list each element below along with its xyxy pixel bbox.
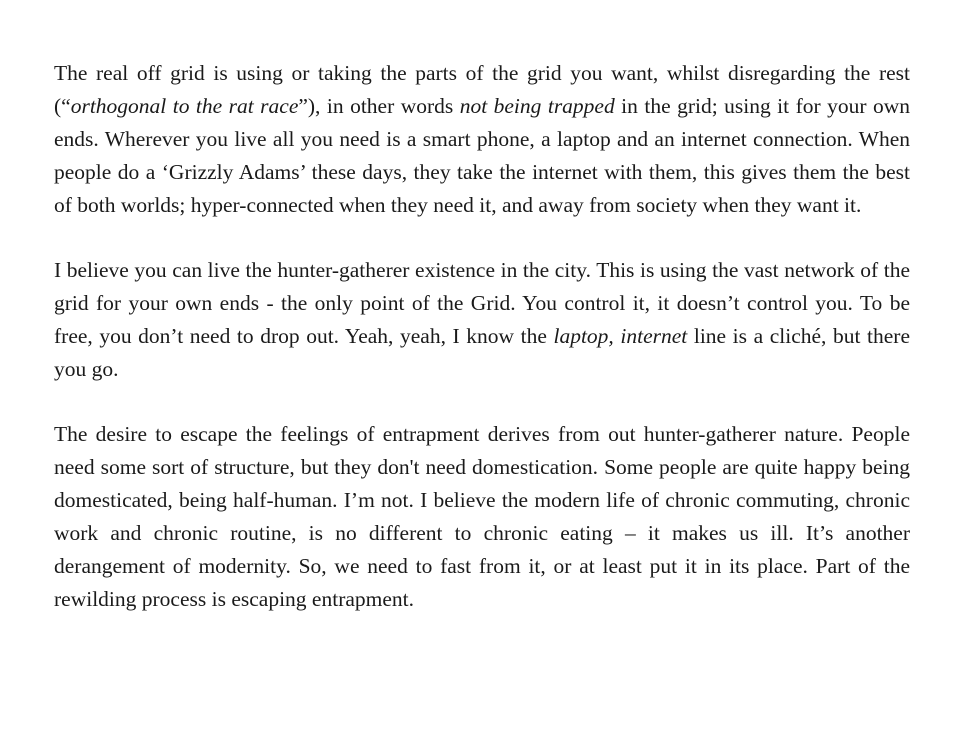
paragraph-1-italic-not-trapped: not being trapped [459,94,615,118]
paragraph-1-italic-rat-race: orthogonal to the rat race [70,94,299,118]
paragraph-1-text-c: in the grid; using it for your own ends. Wherever you live all you need is a smart phone, a laptop and an internet connection. When people do a ‘Grizzly Adams’ these days, they take the internet with them, this gives them the best of both worlds; hyper-connected when they need it, and away from society when they want it. [54,94,910,217]
paragraph-1-text-b: ”), in other words [298,94,460,118]
paragraph-3-text: The desire to escape the feelings of entrapment derives from out hunter-gatherer nature. People need some sort of structure, but they don't need domestication. Some people are quite happy being domesticated, being half-human. I’m not. I believe the modern life of chronic commuting, chronic work and chronic routine, is no different to chronic eating – it makes us ill. It’s another derangement of modernity. So, we need to fast from it, or at least put it in its place. Part of the rewilding process is escaping entrapment. [54,422,910,611]
paragraph-off-grid [54,57,910,222]
paragraph-hunter-gatherer-city [54,254,910,386]
paragraph-2-italic-laptop-internet: laptop, internet [553,324,688,348]
paragraph-1-text-a: The real off grid is using or taking the parts of the grid you want, whilst disregarding the rest (“ [54,61,910,118]
paragraph-2-text-b: line is a cliché, but there you go. [54,324,910,381]
paragraph-escape-entrapment [54,418,910,616]
paragraph-2-text-a: I believe you can live the hunter-gatherer existence in the city. This is using the vast network of the grid for your own ends - the only point of the Grid. You control it, it doesn’t control you. To be free, you don’t need to drop out. Yeah, yeah, I know the [54,258,910,348]
document-page [54,57,910,616]
